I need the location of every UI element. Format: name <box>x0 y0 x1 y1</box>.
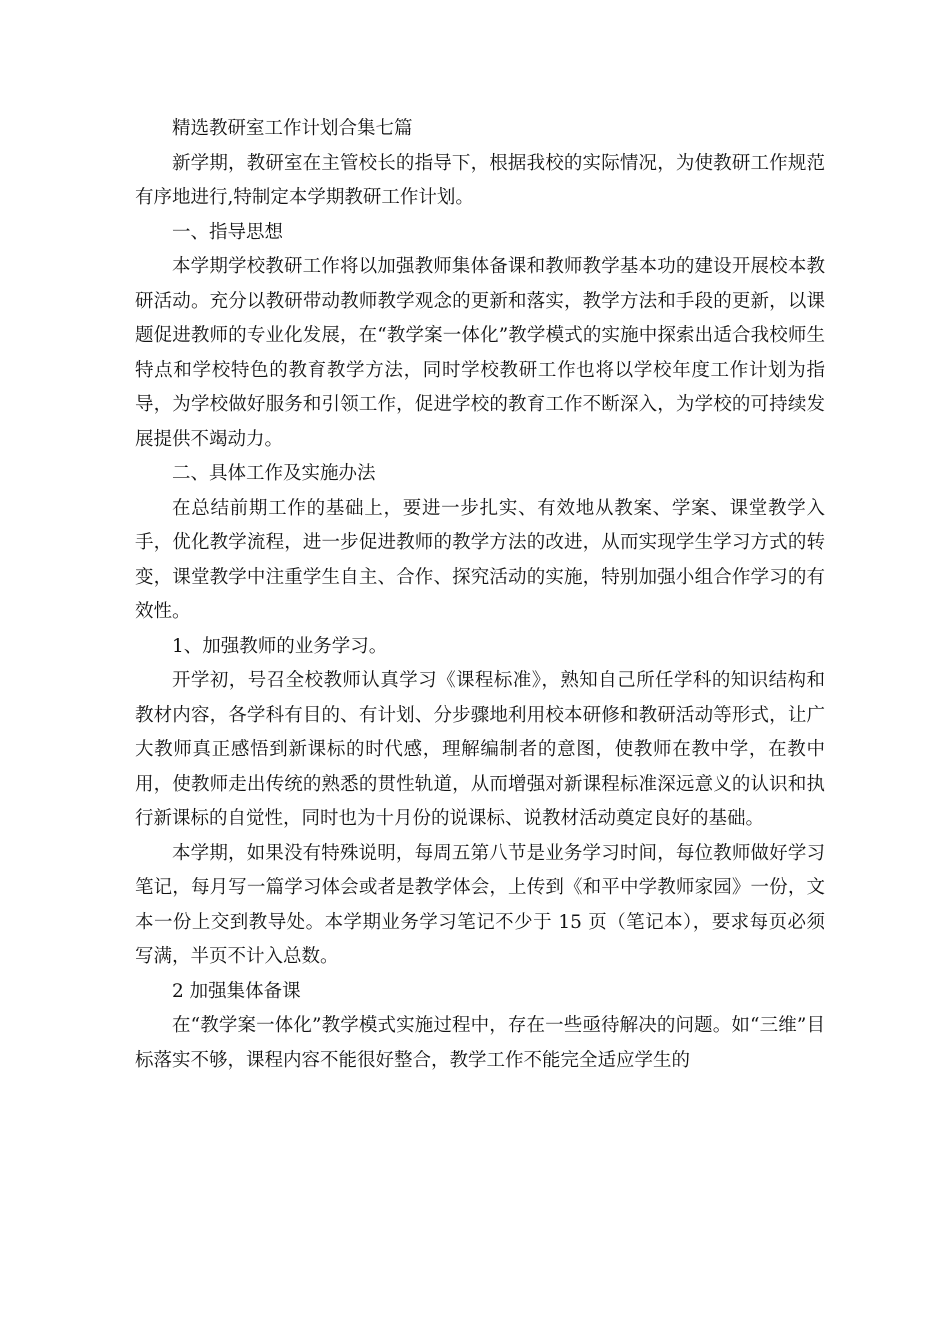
subheading-collective-lesson-prep: 2 加强集体备课 <box>172 980 301 1002</box>
paragraph-collective-lesson-prep: 在“教学案一体化”教学模式实施过程中，存在一些亟待解决的问题。如“三维”目标落实不够，课程内容不能很好整合，教学工作不能完全适应学生的 <box>135 1015 825 1071</box>
paragraph-specific-work: 在总结前期工作的基础上，要进一步扎实、有效地从教案、学案、课堂教学入手，优化教学流程，进一步促进教师的教学方法的改进，从而实现学生学习方式的转变，课堂教学中注重学生自主、合作、探究活动的实施，特别加强小组合作学习的有效性。 <box>135 497 825 622</box>
document-page <box>135 112 825 1078</box>
paragraph-study-schedule: 本学期，如果没有特殊说明，每周五第八节是业务学习时间，每位教师做好学习笔记，每月写一篇学习体会或者是教学体会，上传到《和平中学教师家园》一份，文本一份上交到教导处。本学期业务学习笔记不少于 15 页（笔记本），要求每页必须写满，半页不计入总数。 <box>135 842 825 967</box>
paragraph-guiding-thought: 本学期学校教研工作将以加强教师集体备课和教师教学基本功的建设开展校本教研活动。充分以教研带动教师教学观念的更新和落实，教学方法和手段的更新，以课题促进教师的专业化发展，在“教学案一体化”教学模式的实施中探索出适合我校师生特点和学校特色的教育教学方法，同时学校教研工作也将以学校年度工作计划为指导，为学校做好服务和引领工作，促进学校的教育工作不断深入，为学校的可持续发展提供不竭动力。 <box>135 256 825 450</box>
paragraph-business-study: 开学初，号召全校教师认真学习《课程标准》，熟知自己所任学科的知识结构和教材内容，各学科有目的、有计划、分步骤地利用校本研修和教研活动等形式，让广大教师真正感悟到新课标的时代感，理解编制者的意图，使教师在教中学，在教中用，使教师走出传统的熟悉的贯性轨道，从而增强对新课程标准深远意义的认识和执行新课标的自觉性，同时也为十月份的说课标、说教材活动奠定良好的基础。 <box>135 670 825 829</box>
paragraph-intro: 新学期，教研室在主管校长的指导下，根据我校的实际情况，为使教研工作规范有序地进行,特制定本学期教研工作计划。 <box>135 152 825 208</box>
section-heading-guiding-thought: 一、指导思想 <box>172 221 284 243</box>
section-heading-specific-work: 二、具体工作及实施办法 <box>172 463 376 484</box>
subheading-business-study: 1、加强教师的业务学习。 <box>172 635 388 657</box>
document-title: 精选教研室工作计划合集七篇 <box>172 118 413 139</box>
